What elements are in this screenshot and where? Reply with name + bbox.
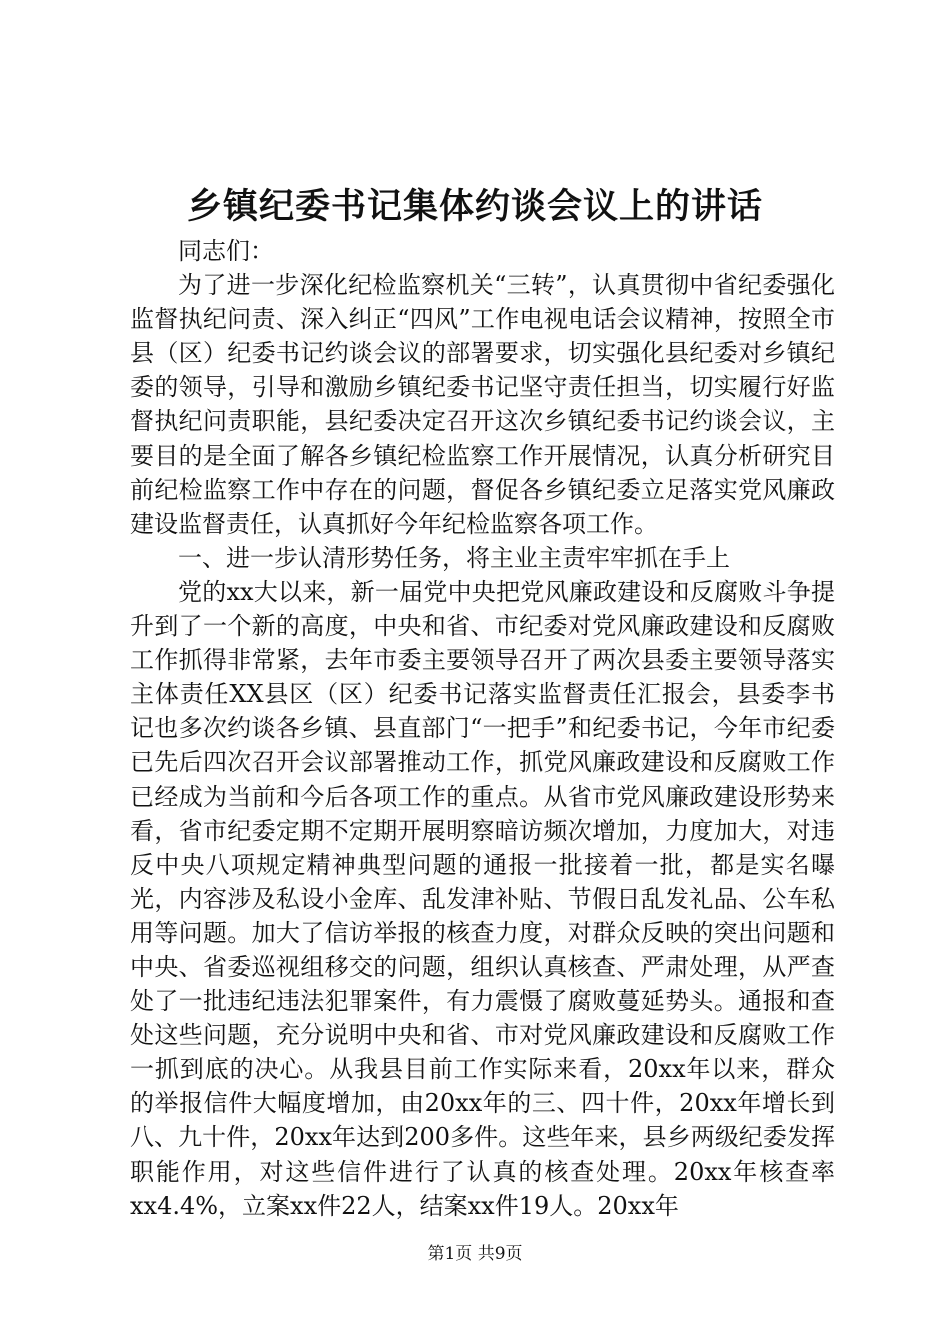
document-body (130, 234, 835, 1223)
page-footer: 第1页 共9页 (427, 1244, 523, 1264)
body-paragraph: 党的xx大以来，新一届党中央把党风廉政建设和反腐败斗争提升到了一个新的高度，中央和省、市纪委对党风廉政建设和反腐败工作抓得非常紧，去年市委主要领导召开了两次县委主要领导落实主体责任XX县区（区）纪委书记落实监督责任汇报会，县委李书记也多次约谈各乡镇、县直部门“一把手”和纪委书记，今年市纪委已先后四次召开会议部署推动工作，抓党风廉政建设和反腐败工作已经成为当前和今后各项工作的重点。从省市党风廉政建设形势来看，省市纪委定期不定期开展明察暗访频次增加，力度加大，对违反中央八项规定精神典型问题的通报一批接着一批，都是实名曝光，内容涉及私设小金库、乱发津补贴、节假日乱发礼品、公车私用等问题。加大了信访举报的核查力度，对群众反映的突出问题和中央、省委巡视组移交的问题，组织认真核查、严肃处理，从严查处了一批违纪违法犯罪案件，有力震慑了腐败蔓延势头。通报和查处这些问题，充分说明中央和省、市对党风廉政建设和反腐败工作一抓到底的决心。从我县目前工作实际来看，20xx年以来，群众的举报信件大幅度增加，由20xx年的三、四十件，20xx年增长到八、九十件，20xx年达到200多件。这些年来，县乡两级纪委发挥职能作用，对这些信件进行了认真的核查处理。20xx年核查率xx4.4%，立案xx件22人，结案xx件19人。20xx年 (130, 577, 835, 1220)
section-heading: 一、进一步认清形势任务，将主业主责牢牢抓在手上 (178, 543, 730, 572)
salutation-paragraph: 同志们： (178, 237, 274, 265)
intro-paragraph: 为了进一步深化纪检监察机关“三转”，认真贯彻中省纪委强化监督执纪问责、深入纠正“四风”工作电视电话会议精神，按照全市县（区）纪委书记约谈会议的部署要求，切实强化县纪委对乡镇纪委的领导，引导和激励乡镇纪委书记坚守责任担当，切实履行好监督执纪问责职能，县纪委决定召开这次乡镇纪委书记约谈会议，主要目的是全面了解各乡镇纪检监察工作开展情况，认真分析研究目前纪检监察工作中存在的问题，督促各乡镇纪委立足落实党风廉政建设监督责任，认真抓好今年纪检监察各项工作。 (130, 271, 835, 538)
document-title: 乡镇纪委书记集体约谈会议上的讲话 (186, 186, 763, 227)
